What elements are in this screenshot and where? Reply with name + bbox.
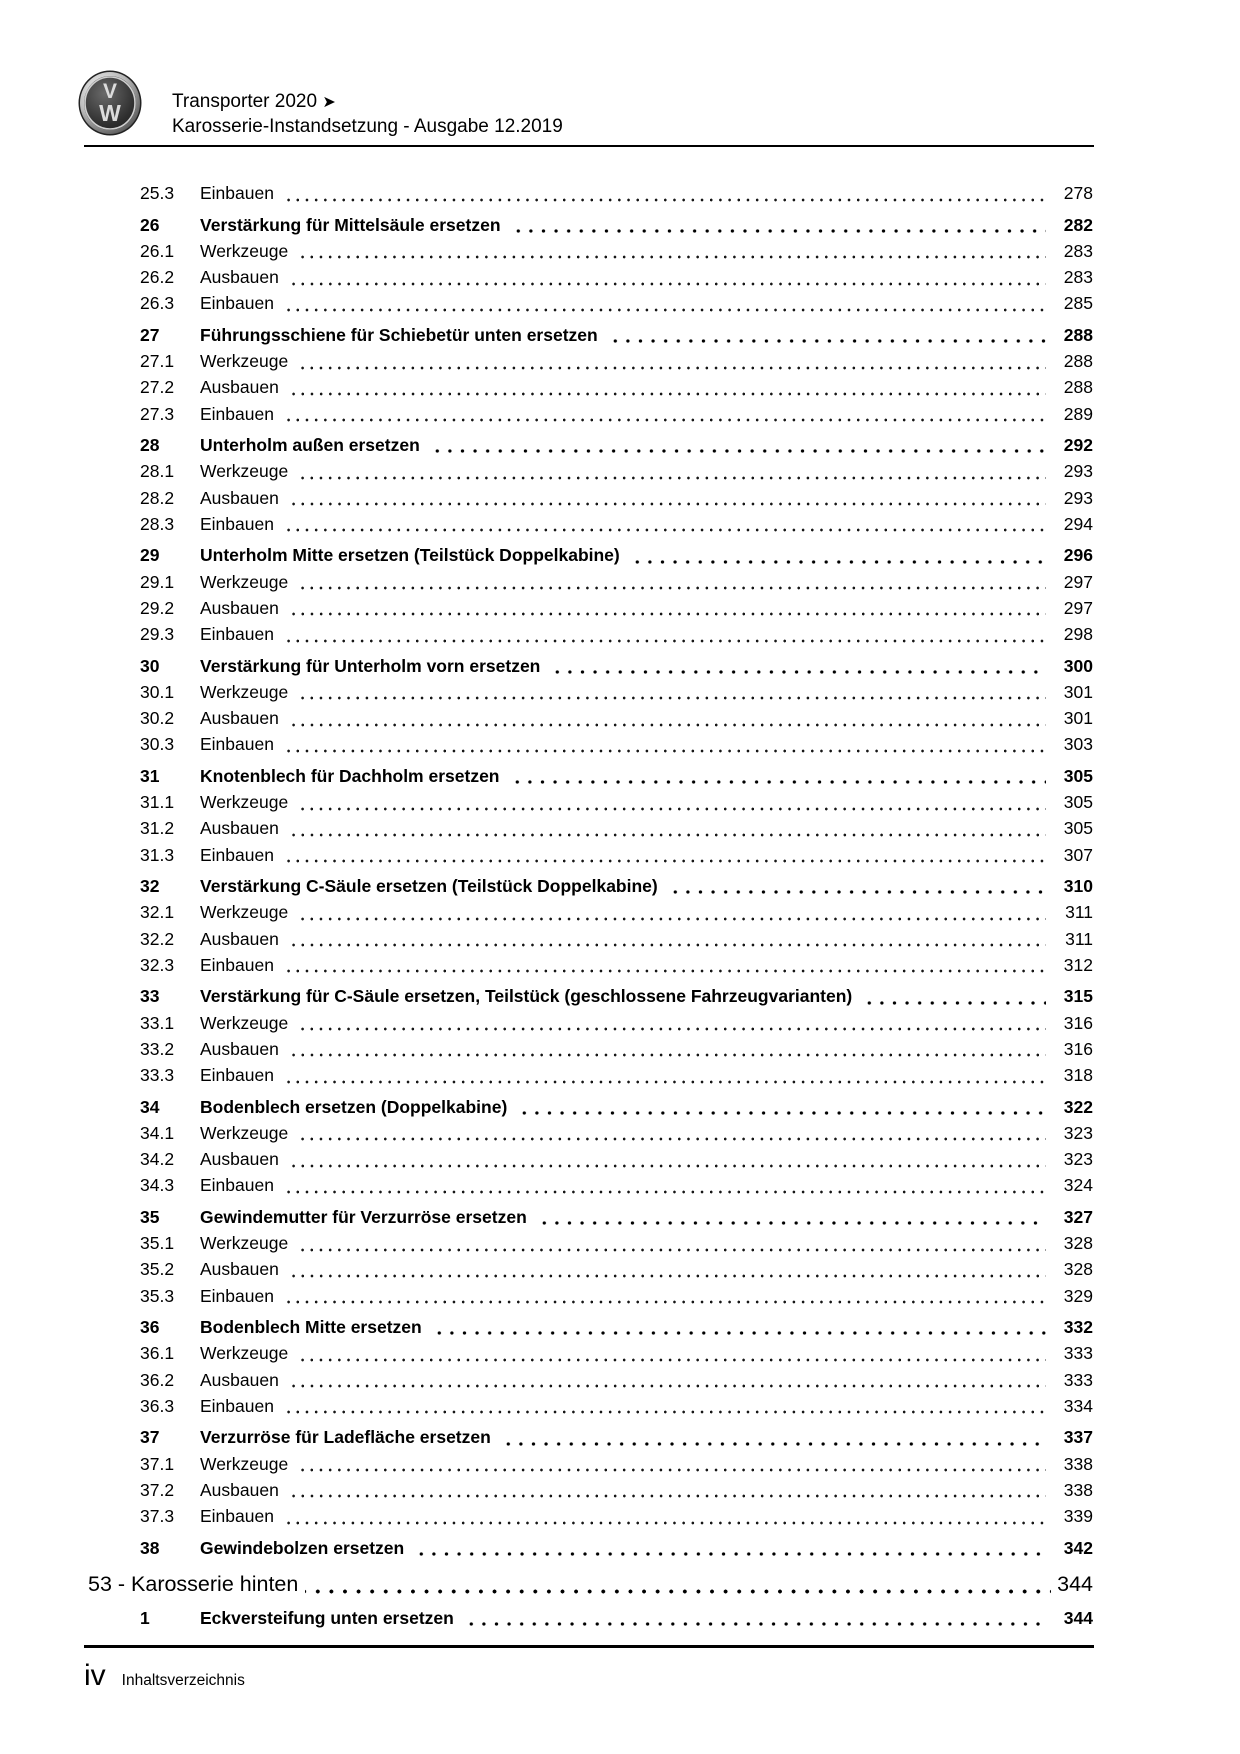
toc-entry-title: Verstärkung für Mittelsäule ersetzen (200, 214, 501, 235)
toc-row (86, 1204, 1093, 1230)
toc-entry-number: 29 (140, 545, 160, 566)
dot-leader (411, 1535, 1046, 1561)
toc-entry-page: 293 (1063, 461, 1093, 482)
toc-entry-page: 338 (1063, 1453, 1093, 1474)
toc-row (86, 873, 1093, 899)
toc-entry-title: Gewindebolzen ersetzen (200, 1537, 405, 1558)
toc-entry-title: Verzurröse für Ladefläche ersetzen (200, 1427, 491, 1448)
toc-row (86, 952, 1093, 978)
page-number-roman: iv (84, 1659, 106, 1692)
toc-row (86, 1256, 1093, 1282)
toc-entry-page: 322 (1063, 1096, 1093, 1117)
dot-leader (281, 1283, 1046, 1309)
dot-leader (498, 1424, 1046, 1450)
toc-entry-number: 37.2 (140, 1479, 175, 1500)
toc-entry-number: 36 (140, 1317, 160, 1338)
toc-entry-page: 338 (1063, 1479, 1093, 1500)
toc-entry-title: Einbauen (200, 1506, 274, 1526)
toc-entry-page: 289 (1063, 403, 1093, 424)
toc-entry-title: Einbauen (200, 1175, 274, 1196)
toc-entry-title: Ausbauen (200, 597, 279, 618)
toc-entry-page: 344 (1063, 1607, 1093, 1628)
dot-leader (859, 983, 1046, 1009)
dot-leader (461, 1605, 1046, 1631)
dot-leader (665, 873, 1046, 899)
toc-row (86, 1314, 1093, 1340)
toc-row (86, 621, 1093, 647)
toc-row (86, 1010, 1093, 1036)
dot-leader (427, 432, 1046, 458)
toc-entry-page: 310 (1063, 876, 1093, 897)
header-text-block (172, 70, 563, 139)
toc-entry-title: 53 - Karosserie hinten (88, 1572, 299, 1597)
toc-entry-page: 311 (1065, 928, 1093, 949)
dot-leader (305, 1569, 1051, 1599)
toc-entry-title: Werkzeuge (200, 792, 289, 813)
toc-entry-page: 283 (1063, 240, 1093, 261)
toc-entry-title: Ausbauen (200, 928, 279, 949)
toc-entry-number: 35.2 (140, 1259, 175, 1280)
dot-leader (281, 1393, 1046, 1419)
dot-leader (281, 1062, 1046, 1088)
toc-entry-number: 31.1 (140, 792, 175, 813)
dot-leader (295, 1230, 1046, 1256)
toc-entry-page: 318 (1063, 1065, 1093, 1085)
toc-entry-title: Werkzeuge (200, 681, 289, 702)
dot-leader (281, 290, 1046, 316)
toc-entry-title: Einbauen (200, 954, 274, 975)
toc-entry-title: Werkzeuge (200, 461, 289, 482)
toc-entry-page: 344 (1057, 1572, 1093, 1597)
toc-entry-title: Werkzeuge (200, 1122, 289, 1143)
dot-leader (286, 705, 1046, 731)
dot-leader (286, 1146, 1046, 1172)
dot-leader (507, 763, 1047, 789)
toc-entry-number: 33 (140, 986, 160, 1007)
toc-entry-number: 35 (140, 1206, 160, 1227)
dot-leader (295, 899, 1046, 925)
toc-entry-title: Werkzeuge (200, 902, 289, 923)
toc-row (86, 815, 1093, 841)
dot-leader (281, 511, 1046, 537)
toc-entry-page: 301 (1063, 681, 1093, 702)
toc-entry-page: 307 (1063, 844, 1093, 865)
toc-entry-page: 315 (1063, 986, 1093, 1007)
toc-row (86, 180, 1093, 206)
toc-entry-page: 301 (1063, 708, 1093, 729)
dot-leader (429, 1314, 1046, 1340)
page-footer (84, 1660, 245, 1692)
toc-entry-title: Ausbauen (200, 818, 279, 839)
toc-entry-number: 26 (140, 214, 160, 235)
toc-entry-number: 1 (140, 1607, 150, 1628)
toc-entry-page: 342 (1063, 1537, 1093, 1558)
toc-entry-page: 278 (1063, 183, 1093, 203)
toc-entry-number: 28.3 (140, 513, 175, 534)
dot-leader (281, 842, 1046, 868)
toc-entry-title: Ausbauen (200, 1479, 279, 1500)
dot-leader (295, 789, 1046, 815)
toc-entry-page: 329 (1063, 1285, 1093, 1306)
footer-divider (84, 1645, 1094, 1648)
toc-entry-number: 28.1 (140, 461, 175, 482)
vw-logo-icon (78, 70, 142, 136)
toc-entry-title: Ausbauen (200, 708, 279, 729)
toc-entry-page: 316 (1063, 1038, 1093, 1059)
toc-entry-title: Einbauen (200, 293, 274, 314)
toc-row (86, 322, 1093, 348)
toc-entry-number: 29.3 (140, 624, 175, 644)
toc-entry-number: 31.2 (140, 818, 175, 839)
toc-entry-title: Unterholm außen ersetzen (200, 435, 420, 456)
toc-row (86, 1283, 1093, 1309)
toc-row (86, 705, 1093, 731)
dot-leader (534, 1204, 1046, 1230)
toc-entry-number: 30.3 (140, 734, 175, 755)
toc-row (86, 238, 1093, 264)
toc-row (86, 374, 1093, 400)
toc-row (86, 432, 1093, 458)
toc-entry-page: 303 (1063, 734, 1093, 755)
toc-entry-page: 327 (1063, 1206, 1093, 1227)
toc-row (86, 789, 1093, 815)
toc-row (86, 1424, 1093, 1450)
dot-leader (508, 212, 1046, 238)
toc-entry-number: 33.3 (140, 1065, 175, 1085)
dot-leader (281, 731, 1046, 757)
dot-leader (281, 180, 1046, 206)
toc-entry-title: Werkzeuge (200, 1343, 289, 1364)
toc-entry-title: Gewindemutter für Verzurröse ersetzen (200, 1206, 527, 1227)
dot-leader (295, 238, 1046, 264)
toc-entry-page: 334 (1063, 1395, 1093, 1416)
toc-entry-title: Verstärkung für C-Säule ersetzen, Teilstück (geschlossene Fahrzeugvarianten) (200, 986, 853, 1007)
dot-leader (286, 595, 1046, 621)
toc-entry-page: 283 (1063, 267, 1093, 288)
toc-entry-number: 28 (140, 435, 160, 456)
toc-entry-page: 328 (1063, 1259, 1093, 1280)
toc-row (86, 1094, 1093, 1120)
dot-leader (627, 542, 1046, 568)
toc-row (86, 1120, 1093, 1146)
toc-entry-page: 293 (1063, 487, 1093, 508)
toc-entry-number: 37.3 (140, 1506, 175, 1526)
arrow-right-icon: ➤ (322, 94, 336, 111)
toc-entry-title: Einbauen (200, 403, 274, 424)
toc-entry-number: 27.3 (140, 403, 175, 424)
toc-row (86, 926, 1093, 952)
dot-leader (286, 485, 1046, 511)
toc-row (86, 1393, 1093, 1419)
toc-entry-number: 36.2 (140, 1369, 175, 1390)
toc-entry-title: Einbauen (200, 624, 274, 644)
toc-entry-title: Werkzeuge (200, 240, 289, 261)
toc-entry-page: 323 (1063, 1149, 1093, 1170)
dot-leader (281, 1503, 1046, 1529)
toc-entry-number: 34.2 (140, 1149, 175, 1170)
dot-leader (605, 322, 1046, 348)
toc-row (86, 899, 1093, 925)
toc-entry-number: 28.2 (140, 487, 175, 508)
toc-row (86, 348, 1093, 374)
toc-row (86, 1367, 1093, 1393)
toc-entry-number: 29.1 (140, 571, 175, 592)
toc-entry-page: 312 (1063, 954, 1093, 975)
toc-entry-page: 305 (1063, 818, 1093, 839)
dot-leader (286, 1256, 1046, 1282)
toc-row (86, 842, 1093, 868)
toc-entry-title: Einbauen (200, 1285, 274, 1306)
toc-row (86, 290, 1093, 316)
dot-leader (286, 1477, 1046, 1503)
toc-entry-page: 294 (1063, 513, 1093, 534)
dot-leader (281, 1172, 1046, 1198)
toc-entry-title: Ausbauen (200, 267, 279, 288)
toc-row (86, 1036, 1093, 1062)
toc-entry-page: 339 (1063, 1506, 1093, 1526)
toc-row (86, 401, 1093, 427)
toc-entry-title: Ausbauen (200, 1149, 279, 1170)
toc-row (86, 511, 1093, 537)
toc-row (86, 212, 1093, 238)
header-model-line (172, 90, 563, 115)
toc-row (86, 595, 1093, 621)
toc-row (86, 983, 1093, 1009)
toc-entry-title: Bodenblech Mitte ersetzen (200, 1317, 422, 1338)
toc-entry-title: Knotenblech für Dachholm ersetzen (200, 765, 500, 786)
toc-entry-title: Ausbauen (200, 1369, 279, 1390)
toc-entry-number: 34.3 (140, 1175, 175, 1196)
dot-leader (286, 374, 1046, 400)
page-header (78, 70, 563, 139)
toc-entry-page: 285 (1063, 293, 1093, 314)
toc-row (86, 1569, 1093, 1599)
toc-row (86, 1605, 1093, 1631)
dot-leader (286, 264, 1046, 290)
toc-entry-title: Ausbauen (200, 1038, 279, 1059)
toc-entry-page: 332 (1063, 1317, 1093, 1338)
toc-entry-number: 36.1 (140, 1343, 175, 1364)
toc-entry-title: Bodenblech ersetzen (Doppelkabine) (200, 1096, 508, 1117)
svg-text:W: W (99, 100, 121, 126)
toc-row (86, 1062, 1093, 1088)
dot-leader (295, 1010, 1046, 1036)
toc-entry-page: 297 (1063, 597, 1093, 618)
toc-row (86, 485, 1093, 511)
toc-row (86, 653, 1093, 679)
toc-entry-page: 297 (1063, 571, 1093, 592)
dot-leader (281, 621, 1046, 647)
toc-entry-page: 298 (1063, 624, 1093, 644)
toc-entry-page: 324 (1063, 1175, 1093, 1196)
toc-row (86, 1535, 1093, 1561)
toc-entry-number: 31.3 (140, 844, 175, 865)
dot-leader (281, 952, 1046, 978)
toc-row (86, 763, 1093, 789)
dot-leader (514, 1094, 1046, 1120)
toc-entry-page: 296 (1063, 545, 1093, 566)
header-subtitle: Karosserie-Instandsetzung - Ausgabe 12.2019 (172, 116, 563, 137)
toc-entry-title: Werkzeuge (200, 351, 289, 372)
toc-entry-page: 305 (1063, 792, 1093, 813)
toc-row (86, 731, 1093, 757)
dot-leader (295, 1120, 1046, 1146)
toc-entry-number: 26.1 (140, 240, 175, 261)
toc-entry-number: 32.3 (140, 954, 175, 975)
toc-entry-title: Unterholm Mitte ersetzen (Teilstück Doppelkabine) (200, 545, 620, 566)
toc-entry-page: 337 (1063, 1427, 1093, 1448)
toc-entry-page: 288 (1063, 377, 1093, 398)
toc-entry-title: Einbauen (200, 513, 274, 534)
toc-entry-title: Eckversteifung unten ersetzen (200, 1607, 454, 1628)
dot-leader (547, 653, 1046, 679)
dot-leader (286, 1036, 1046, 1062)
toc-entry-title: Werkzeuge (200, 1233, 289, 1254)
toc-entry-title: Werkzeuge (200, 1453, 289, 1474)
toc-row (86, 1230, 1093, 1256)
toc-entry-number: 30.2 (140, 708, 175, 729)
toc-entry-page: 333 (1063, 1343, 1093, 1364)
toc-entry-page: 323 (1063, 1122, 1093, 1143)
toc-entry-page: 300 (1063, 655, 1093, 676)
toc-row (86, 458, 1093, 484)
toc-entry-number: 34.1 (140, 1122, 175, 1143)
toc-entry-page: 316 (1063, 1012, 1093, 1033)
toc-row (86, 1451, 1093, 1477)
dot-leader (286, 926, 1046, 952)
toc-row (86, 679, 1093, 705)
toc-entry-number: 32 (140, 876, 160, 897)
toc-entry-number: 36.3 (140, 1395, 175, 1416)
toc-entry-page: 288 (1063, 351, 1093, 372)
header-divider (84, 145, 1094, 147)
toc-entry-title: Ausbauen (200, 377, 279, 398)
toc-row (86, 1503, 1093, 1529)
toc-entry-number: 35.1 (140, 1233, 175, 1254)
toc-entry-title: Ausbauen (200, 1259, 279, 1280)
toc-entry-page: 288 (1063, 324, 1093, 345)
toc-entry-number: 26.3 (140, 293, 175, 314)
footer-label: Inhaltsverzeichnis (121, 1672, 245, 1689)
dot-leader (295, 1451, 1046, 1477)
toc-entry-title: Einbauen (200, 183, 274, 203)
toc-entry-page: 311 (1065, 902, 1093, 923)
toc-entry-title: Führungsschiene für Schiebetür unten ersetzen (200, 324, 598, 345)
dot-leader (295, 458, 1046, 484)
toc-entry-number: 35.3 (140, 1285, 175, 1306)
dot-leader (295, 679, 1046, 705)
toc-entry-number: 27 (140, 324, 160, 345)
toc-row (86, 569, 1093, 595)
dot-leader (286, 815, 1046, 841)
toc-row (86, 1477, 1093, 1503)
dot-leader (295, 348, 1046, 374)
toc-entry-page: 305 (1063, 765, 1093, 786)
toc-entry-number: 38 (140, 1537, 160, 1558)
toc-entry-page: 333 (1063, 1369, 1093, 1390)
toc-row (86, 264, 1093, 290)
toc-entry-title: Einbauen (200, 844, 274, 865)
header-title: Transporter 2020 (172, 91, 318, 112)
dot-leader (295, 569, 1046, 595)
toc-entry-number: 33.2 (140, 1038, 175, 1059)
toc-entry-number: 27.2 (140, 377, 175, 398)
toc-entry-number: 30 (140, 655, 160, 676)
toc-entry-title: Ausbauen (200, 487, 279, 508)
toc-entry-number: 25.3 (140, 183, 175, 203)
toc-entry-page: 328 (1063, 1233, 1093, 1254)
toc-entry-number: 27.1 (140, 351, 175, 372)
toc-row (86, 1172, 1093, 1198)
toc-row (86, 1340, 1093, 1366)
toc-entry-title: Einbauen (200, 1395, 274, 1416)
toc-entry-number: 32.1 (140, 902, 175, 923)
toc-entry-number: 30.1 (140, 681, 175, 702)
toc-entry-number: 29.2 (140, 597, 175, 618)
toc-entry-title: Verstärkung C-Säule ersetzen (Teilstück Doppelkabine) (200, 876, 658, 897)
toc-row (86, 1146, 1093, 1172)
dot-leader (286, 1367, 1046, 1393)
toc-entry-title: Einbauen (200, 734, 274, 755)
toc-entry-number: 37 (140, 1427, 160, 1448)
toc-entry-number: 33.1 (140, 1012, 175, 1033)
toc-entry-number: 31 (140, 765, 160, 786)
toc-entry-number: 32.2 (140, 928, 175, 949)
toc-entry-number: 37.1 (140, 1453, 175, 1474)
toc-entry-title: Werkzeuge (200, 571, 289, 592)
toc-entry-number: 26.2 (140, 267, 175, 288)
toc-entry-page: 282 (1063, 214, 1093, 235)
toc-list (86, 180, 1093, 1631)
svg-text:V: V (102, 80, 118, 103)
toc-entry-page: 292 (1063, 435, 1093, 456)
toc-entry-title: Einbauen (200, 1065, 274, 1085)
toc-entry-number: 34 (140, 1096, 160, 1117)
dot-leader (295, 1340, 1046, 1366)
toc-entry-title: Verstärkung für Unterholm vorn ersetzen (200, 655, 541, 676)
toc-row (86, 542, 1093, 568)
dot-leader (281, 401, 1046, 427)
toc-entry-title: Werkzeuge (200, 1012, 289, 1033)
